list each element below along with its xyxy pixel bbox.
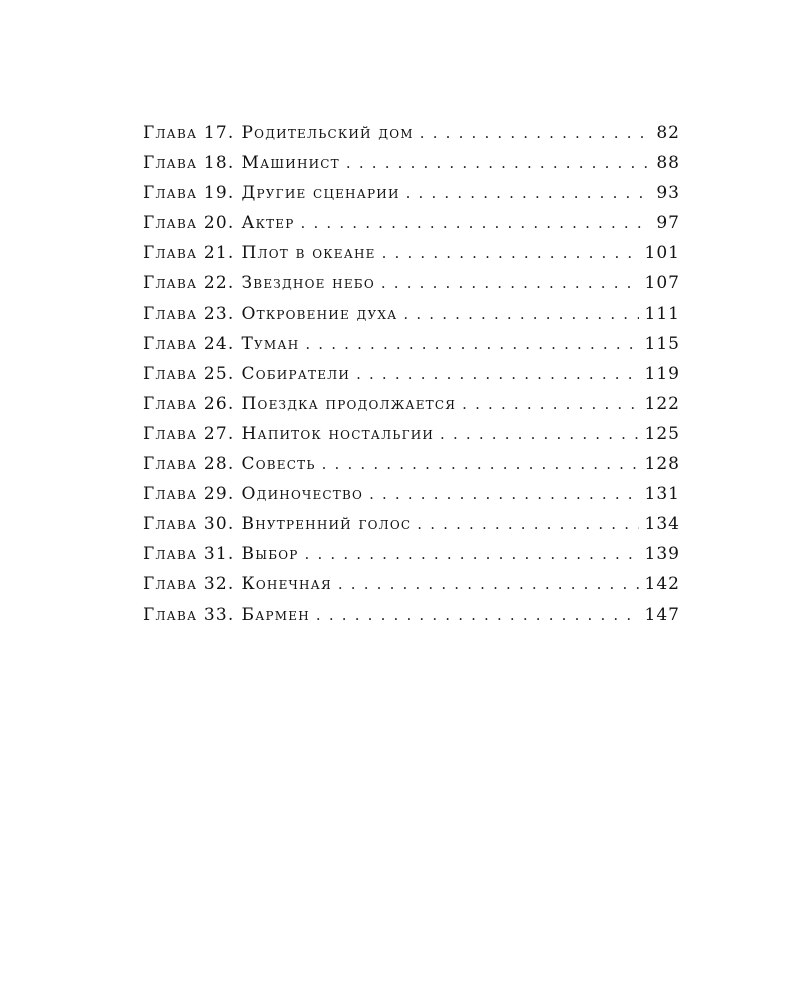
chapter-title: Внутренний голос bbox=[241, 514, 412, 535]
page-number: 122 bbox=[644, 393, 680, 414]
toc-entry-chapter-19[interactable] bbox=[143, 178, 680, 208]
chapter-label: Глава 29. bbox=[143, 484, 235, 505]
toc-entry-chapter-30[interactable] bbox=[143, 509, 680, 539]
chapter-label: Глава 17. bbox=[143, 123, 235, 143]
chapter-label: Глава 26. bbox=[143, 393, 235, 414]
chapter-label: Глава 25. bbox=[143, 363, 235, 384]
table-of-contents bbox=[143, 118, 680, 630]
page-number: 119 bbox=[644, 363, 680, 384]
dot-leader bbox=[381, 268, 639, 298]
toc-entry-chapter-27[interactable] bbox=[143, 419, 680, 449]
chapter-title: Собиратели bbox=[241, 363, 351, 384]
dot-leader bbox=[301, 208, 651, 238]
chapter-label: Глава 32. bbox=[143, 574, 235, 595]
page-number: 134 bbox=[644, 514, 680, 535]
dot-leader bbox=[406, 178, 651, 208]
dot-leader bbox=[316, 600, 639, 630]
page-number: 93 bbox=[656, 183, 680, 204]
chapter-label: Глава 21. bbox=[143, 243, 235, 264]
toc-entry-chapter-29[interactable] bbox=[143, 479, 680, 509]
dot-leader bbox=[403, 299, 638, 329]
toc-entry-chapter-23[interactable] bbox=[143, 299, 680, 329]
toc-entry-chapter-21[interactable] bbox=[143, 238, 680, 268]
chapter-title: Туман bbox=[241, 333, 300, 354]
chapter-label: Глава 18. bbox=[143, 153, 235, 174]
chapter-label: Глава 27. bbox=[143, 423, 235, 444]
chapter-title: Откровение духа bbox=[241, 303, 398, 324]
page-number: 125 bbox=[644, 423, 680, 444]
chapter-label: Глава 22. bbox=[143, 273, 235, 294]
dot-leader bbox=[382, 238, 639, 268]
chapter-title: Одиночество bbox=[241, 484, 364, 505]
toc-entry-chapter-17[interactable] bbox=[143, 118, 680, 148]
chapter-title: Выбор bbox=[241, 544, 299, 565]
chapter-label: Глава 33. bbox=[143, 604, 235, 625]
chapter-title: Напиток ностальгии bbox=[241, 423, 435, 444]
page-number: 111 bbox=[644, 303, 680, 324]
page-number: 147 bbox=[644, 604, 680, 625]
toc-entry-chapter-18[interactable] bbox=[143, 148, 680, 178]
chapter-title: Конечная bbox=[241, 574, 332, 595]
dot-leader bbox=[305, 539, 639, 569]
page-number: 82 bbox=[656, 123, 680, 143]
dot-leader bbox=[305, 329, 638, 359]
page-number: 142 bbox=[644, 574, 680, 595]
toc-entry-chapter-33[interactable] bbox=[143, 600, 680, 630]
page-number: 107 bbox=[644, 273, 680, 294]
dot-leader bbox=[322, 449, 639, 479]
toc-entry-chapter-28[interactable] bbox=[143, 449, 680, 479]
toc-entry-chapter-31[interactable] bbox=[143, 539, 680, 569]
page-number: 88 bbox=[656, 153, 680, 174]
toc-entry-chapter-25[interactable] bbox=[143, 359, 680, 389]
chapter-label: Глава 24. bbox=[143, 333, 235, 354]
toc-entry-chapter-26[interactable] bbox=[143, 389, 680, 419]
dot-leader bbox=[417, 509, 638, 539]
page-number: 131 bbox=[644, 484, 680, 505]
chapter-title: Поездка продолжается bbox=[241, 393, 457, 414]
dot-leader bbox=[440, 419, 639, 449]
page-number: 128 bbox=[644, 454, 680, 475]
chapter-label: Глава 20. bbox=[143, 213, 235, 234]
chapter-title: Плот в океане bbox=[241, 243, 376, 264]
chapter-title: Совесть bbox=[241, 454, 316, 475]
chapter-label: Глава 23. bbox=[143, 303, 235, 324]
chapter-title: Машинист bbox=[241, 153, 340, 174]
chapter-title: Звездное небо bbox=[241, 273, 375, 294]
dot-leader bbox=[420, 118, 651, 148]
page-number: 101 bbox=[644, 243, 680, 264]
chapter-title: Бармен bbox=[241, 604, 310, 625]
chapter-label: Глава 28. bbox=[143, 454, 235, 475]
chapter-title: Родительский дом bbox=[241, 123, 414, 143]
chapter-title: Другие сценарии bbox=[241, 183, 400, 204]
chapter-label: Глава 30. bbox=[143, 514, 235, 535]
dot-leader bbox=[338, 569, 639, 599]
toc-entry-chapter-24[interactable] bbox=[143, 329, 680, 359]
toc-entry-chapter-20[interactable] bbox=[143, 208, 680, 238]
dot-leader bbox=[462, 389, 638, 419]
chapter-label: Глава 19. bbox=[143, 183, 235, 204]
page-number: 97 bbox=[656, 213, 680, 234]
dot-leader bbox=[369, 479, 638, 509]
page-number: 115 bbox=[644, 333, 680, 354]
toc-entry-chapter-22[interactable] bbox=[143, 268, 680, 298]
toc-entry-chapter-32[interactable] bbox=[143, 569, 680, 599]
chapter-label: Глава 31. bbox=[143, 544, 235, 565]
dot-leader bbox=[346, 148, 650, 178]
chapter-title: Актер bbox=[241, 213, 295, 234]
page-number: 139 bbox=[644, 544, 680, 565]
dot-leader bbox=[356, 359, 638, 389]
